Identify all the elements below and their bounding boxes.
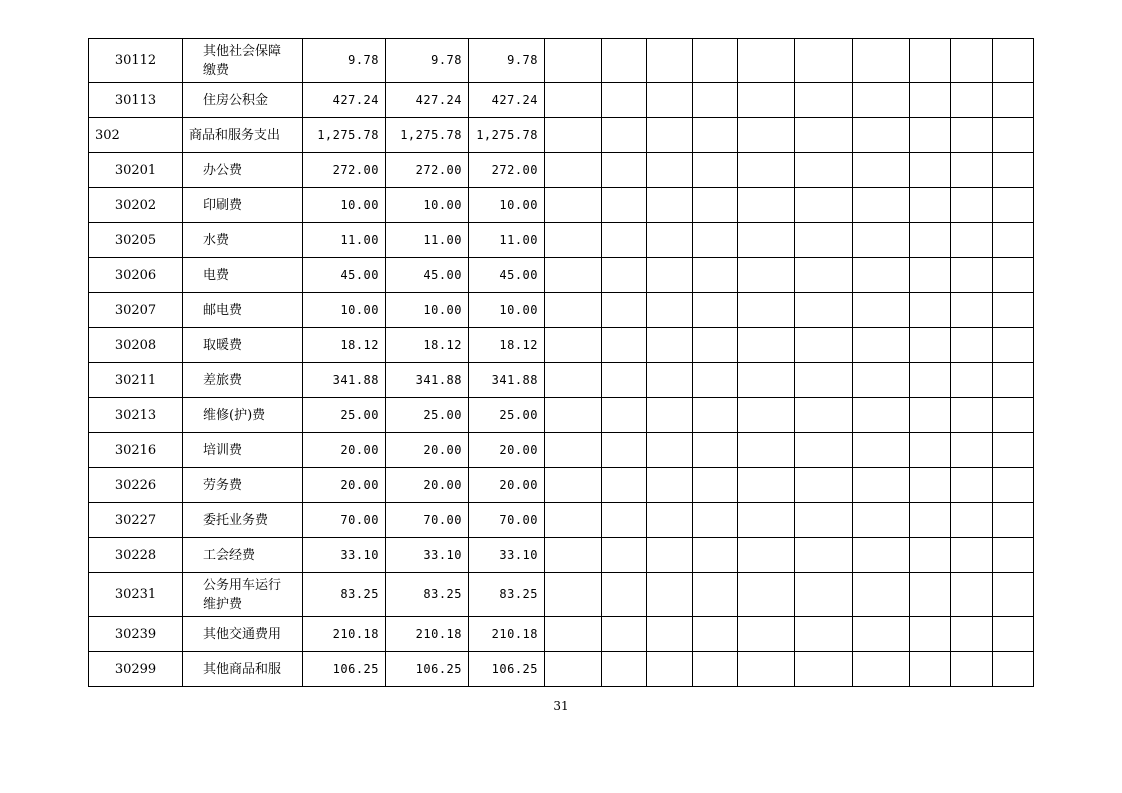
cell-empty	[993, 188, 1034, 223]
cell-empty	[647, 223, 693, 258]
cell-empty	[910, 153, 951, 188]
table-body	[89, 39, 1034, 687]
cell-empty	[545, 223, 602, 258]
cell-empty	[545, 503, 602, 538]
cell-amount: 33.10	[386, 538, 469, 573]
cell-amount: 45.00	[303, 258, 386, 293]
cell-empty	[993, 153, 1034, 188]
cell-empty	[910, 573, 951, 617]
cell-empty	[795, 363, 853, 398]
cell-empty	[951, 39, 993, 83]
cell-empty	[545, 39, 602, 83]
cell-amount: 210.18	[386, 617, 469, 652]
cell-empty	[602, 188, 647, 223]
cell-amount: 10.00	[469, 188, 545, 223]
cell-amount: 9.78	[303, 39, 386, 83]
cell-empty	[795, 223, 853, 258]
cell-code: 30227	[89, 503, 183, 538]
cell-empty	[993, 39, 1034, 83]
cell-empty	[951, 538, 993, 573]
cell-empty	[693, 118, 738, 153]
cell-name: 水费	[183, 223, 303, 258]
cell-name: 商品和服务支出	[183, 118, 303, 153]
cell-empty	[910, 258, 951, 293]
cell-empty	[993, 118, 1034, 153]
cell-name	[183, 573, 303, 617]
cell-name: 工会经费	[183, 538, 303, 573]
cell-amount: 106.25	[386, 652, 469, 687]
cell-empty	[693, 398, 738, 433]
cell-empty	[602, 573, 647, 617]
table-row	[89, 118, 1034, 153]
cell-amount: 83.25	[386, 573, 469, 617]
cell-code: 30216	[89, 433, 183, 468]
cell-empty	[795, 258, 853, 293]
cell-empty	[951, 223, 993, 258]
table-row	[89, 223, 1034, 258]
cell-empty	[795, 538, 853, 573]
cell-empty	[795, 188, 853, 223]
cell-empty	[951, 293, 993, 328]
cell-empty	[910, 39, 951, 83]
cell-empty	[602, 293, 647, 328]
cell-empty	[993, 468, 1034, 503]
cell-empty	[647, 468, 693, 503]
cell-amount: 33.10	[469, 538, 545, 573]
cell-empty	[853, 328, 910, 363]
cell-empty	[795, 503, 853, 538]
cell-name-line: 公务用车运行	[203, 577, 282, 593]
table-row	[89, 617, 1034, 652]
cell-empty	[693, 188, 738, 223]
cell-empty	[951, 328, 993, 363]
cell-empty	[545, 258, 602, 293]
cell-empty	[993, 363, 1034, 398]
cell-amount: 70.00	[386, 503, 469, 538]
table-row	[89, 538, 1034, 573]
table-row	[89, 363, 1034, 398]
cell-empty	[910, 433, 951, 468]
cell-empty	[602, 652, 647, 687]
cell-amount: 1,275.78	[303, 118, 386, 153]
cell-name: 委托业务费	[183, 503, 303, 538]
cell-empty	[853, 573, 910, 617]
cell-empty	[853, 652, 910, 687]
cell-empty	[693, 83, 738, 118]
cell-amount: 11.00	[303, 223, 386, 258]
cell-empty	[602, 258, 647, 293]
cell-name: 办公费	[183, 153, 303, 188]
cell-amount: 272.00	[469, 153, 545, 188]
cell-empty	[602, 118, 647, 153]
cell-empty	[951, 468, 993, 503]
cell-empty	[693, 39, 738, 83]
cell-amount: 272.00	[386, 153, 469, 188]
cell-empty	[951, 188, 993, 223]
table-row	[89, 433, 1034, 468]
cell-empty	[795, 153, 853, 188]
cell-amount: 106.25	[469, 652, 545, 687]
cell-empty	[853, 433, 910, 468]
cell-empty	[910, 468, 951, 503]
cell-empty	[853, 188, 910, 223]
cell-code: 30208	[89, 328, 183, 363]
cell-empty	[910, 223, 951, 258]
cell-empty	[910, 538, 951, 573]
cell-empty	[993, 652, 1034, 687]
cell-empty	[853, 223, 910, 258]
cell-empty	[545, 153, 602, 188]
cell-empty	[853, 503, 910, 538]
cell-name: 电费	[183, 258, 303, 293]
cell-empty	[993, 398, 1034, 433]
cell-empty	[993, 293, 1034, 328]
cell-code: 30206	[89, 258, 183, 293]
cell-empty	[602, 433, 647, 468]
cell-empty	[910, 83, 951, 118]
cell-empty	[602, 363, 647, 398]
cell-empty	[910, 328, 951, 363]
cell-empty	[951, 503, 993, 538]
cell-empty	[910, 652, 951, 687]
cell-amount: 25.00	[469, 398, 545, 433]
cell-code: 30205	[89, 223, 183, 258]
cell-code: 30299	[89, 652, 183, 687]
cell-empty	[910, 617, 951, 652]
cell-name-line: 维护费	[203, 596, 243, 612]
cell-name	[183, 39, 303, 83]
cell-empty	[853, 293, 910, 328]
cell-empty	[738, 223, 795, 258]
table-row	[89, 328, 1034, 363]
cell-amount: 70.00	[469, 503, 545, 538]
cell-empty	[738, 503, 795, 538]
table-row	[89, 398, 1034, 433]
cell-amount: 341.88	[303, 363, 386, 398]
cell-empty	[602, 538, 647, 573]
cell-empty	[910, 398, 951, 433]
cell-code: 30202	[89, 188, 183, 223]
cell-empty	[545, 188, 602, 223]
cell-name: 培训费	[183, 433, 303, 468]
cell-code: 30239	[89, 617, 183, 652]
cell-empty	[545, 398, 602, 433]
cell-amount: 20.00	[386, 468, 469, 503]
cell-empty	[602, 503, 647, 538]
cell-amount: 70.00	[303, 503, 386, 538]
cell-empty	[545, 617, 602, 652]
cell-amount: 45.00	[469, 258, 545, 293]
cell-empty	[545, 83, 602, 118]
cell-amount: 210.18	[303, 617, 386, 652]
cell-empty	[910, 293, 951, 328]
cell-empty	[647, 293, 693, 328]
cell-empty	[545, 433, 602, 468]
cell-code: 30213	[89, 398, 183, 433]
cell-empty	[910, 188, 951, 223]
cell-empty	[545, 293, 602, 328]
cell-name-line: 缴费	[203, 62, 230, 78]
cell-empty	[738, 39, 795, 83]
cell-empty	[602, 468, 647, 503]
cell-name: 差旅费	[183, 363, 303, 398]
cell-empty	[951, 118, 993, 153]
cell-empty	[602, 153, 647, 188]
cell-empty	[853, 538, 910, 573]
cell-empty	[602, 328, 647, 363]
cell-code: 30112	[89, 39, 183, 83]
cell-empty	[647, 83, 693, 118]
cell-empty	[738, 652, 795, 687]
cell-empty	[853, 617, 910, 652]
cell-amount: 25.00	[303, 398, 386, 433]
cell-empty	[647, 617, 693, 652]
cell-amount: 427.24	[386, 83, 469, 118]
cell-empty	[853, 118, 910, 153]
cell-empty	[795, 293, 853, 328]
cell-empty	[853, 153, 910, 188]
table-row	[89, 258, 1034, 293]
cell-empty	[738, 153, 795, 188]
cell-name-line: 其他社会保障	[203, 43, 282, 59]
cell-empty	[993, 617, 1034, 652]
cell-empty	[993, 258, 1034, 293]
cell-empty	[647, 433, 693, 468]
cell-empty	[602, 83, 647, 118]
cell-empty	[910, 118, 951, 153]
cell-empty	[647, 398, 693, 433]
cell-empty	[693, 153, 738, 188]
cell-empty	[795, 83, 853, 118]
cell-empty	[951, 363, 993, 398]
table-row	[89, 573, 1034, 617]
cell-empty	[738, 468, 795, 503]
cell-empty	[738, 538, 795, 573]
cell-amount: 33.10	[303, 538, 386, 573]
table-row	[89, 652, 1034, 687]
cell-code: 30201	[89, 153, 183, 188]
cell-empty	[738, 188, 795, 223]
cell-amount: 341.88	[469, 363, 545, 398]
cell-amount: 20.00	[303, 433, 386, 468]
cell-empty	[993, 573, 1034, 617]
cell-empty	[738, 293, 795, 328]
cell-empty	[545, 573, 602, 617]
cell-name: 维修(护)费	[183, 398, 303, 433]
cell-empty	[693, 293, 738, 328]
cell-amount: 427.24	[469, 83, 545, 118]
cell-amount: 45.00	[386, 258, 469, 293]
cell-code: 30211	[89, 363, 183, 398]
table-row	[89, 468, 1034, 503]
cell-amount: 83.25	[469, 573, 545, 617]
cell-empty	[795, 433, 853, 468]
cell-empty	[647, 258, 693, 293]
cell-empty	[602, 39, 647, 83]
cell-empty	[910, 503, 951, 538]
cell-code: 302	[89, 118, 183, 153]
cell-amount: 18.12	[469, 328, 545, 363]
cell-code: 30231	[89, 573, 183, 617]
cell-empty	[993, 433, 1034, 468]
cell-empty	[951, 652, 993, 687]
cell-empty	[647, 538, 693, 573]
cell-empty	[647, 503, 693, 538]
cell-name: 住房公积金	[183, 83, 303, 118]
cell-amount: 10.00	[386, 293, 469, 328]
cell-empty	[993, 328, 1034, 363]
cell-empty	[795, 652, 853, 687]
cell-empty	[738, 573, 795, 617]
cell-empty	[602, 223, 647, 258]
cell-amount: 20.00	[386, 433, 469, 468]
cell-empty	[647, 328, 693, 363]
cell-empty	[738, 363, 795, 398]
cell-empty	[795, 118, 853, 153]
cell-amount: 210.18	[469, 617, 545, 652]
cell-amount: 427.24	[303, 83, 386, 118]
cell-empty	[795, 617, 853, 652]
cell-code: 30228	[89, 538, 183, 573]
cell-empty	[647, 363, 693, 398]
table-row	[89, 188, 1034, 223]
cell-empty	[693, 503, 738, 538]
cell-amount: 25.00	[386, 398, 469, 433]
cell-empty	[853, 468, 910, 503]
cell-amount: 20.00	[469, 468, 545, 503]
cell-empty	[951, 153, 993, 188]
cell-empty	[853, 39, 910, 83]
cell-empty	[693, 433, 738, 468]
cell-empty	[951, 258, 993, 293]
cell-name: 其他商品和服	[183, 652, 303, 687]
cell-empty	[647, 39, 693, 83]
table-row	[89, 293, 1034, 328]
cell-name: 印刷费	[183, 188, 303, 223]
cell-empty	[853, 258, 910, 293]
cell-empty	[795, 468, 853, 503]
cell-empty	[738, 398, 795, 433]
cell-amount: 11.00	[386, 223, 469, 258]
cell-empty	[993, 538, 1034, 573]
cell-amount: 18.12	[303, 328, 386, 363]
cell-empty	[647, 188, 693, 223]
cell-empty	[951, 617, 993, 652]
cell-empty	[795, 328, 853, 363]
table-row	[89, 503, 1034, 538]
cell-empty	[795, 573, 853, 617]
cell-empty	[738, 83, 795, 118]
cell-code: 30207	[89, 293, 183, 328]
cell-empty	[602, 398, 647, 433]
cell-amount: 11.00	[469, 223, 545, 258]
cell-name: 取暖费	[183, 328, 303, 363]
cell-amount: 10.00	[386, 188, 469, 223]
cell-empty	[738, 433, 795, 468]
cell-amount: 1,275.78	[386, 118, 469, 153]
cell-empty	[602, 617, 647, 652]
cell-amount: 18.12	[386, 328, 469, 363]
budget-table	[88, 38, 1034, 687]
cell-empty	[853, 398, 910, 433]
cell-code: 30113	[89, 83, 183, 118]
cell-empty	[951, 83, 993, 118]
cell-empty	[545, 118, 602, 153]
cell-empty	[795, 398, 853, 433]
cell-empty	[951, 433, 993, 468]
table-row	[89, 39, 1034, 83]
cell-empty	[545, 468, 602, 503]
cell-empty	[853, 83, 910, 118]
cell-amount: 9.78	[386, 39, 469, 83]
table-row	[89, 153, 1034, 188]
page-number: 31	[553, 699, 569, 713]
cell-empty	[738, 328, 795, 363]
cell-empty	[853, 363, 910, 398]
cell-empty	[738, 617, 795, 652]
cell-amount: 341.88	[386, 363, 469, 398]
cell-empty	[647, 153, 693, 188]
cell-amount: 20.00	[303, 468, 386, 503]
cell-amount: 1,275.78	[469, 118, 545, 153]
cell-empty	[993, 223, 1034, 258]
table-row	[89, 83, 1034, 118]
cell-empty	[693, 573, 738, 617]
cell-empty	[693, 258, 738, 293]
cell-code: 30226	[89, 468, 183, 503]
cell-amount: 9.78	[469, 39, 545, 83]
cell-empty	[693, 363, 738, 398]
cell-empty	[795, 39, 853, 83]
cell-amount: 10.00	[303, 293, 386, 328]
cell-empty	[993, 83, 1034, 118]
cell-empty	[693, 223, 738, 258]
cell-empty	[738, 258, 795, 293]
cell-empty	[693, 468, 738, 503]
cell-name: 邮电费	[183, 293, 303, 328]
cell-empty	[545, 652, 602, 687]
cell-empty	[993, 503, 1034, 538]
cell-empty	[545, 328, 602, 363]
cell-empty	[951, 398, 993, 433]
cell-amount: 106.25	[303, 652, 386, 687]
cell-empty	[951, 573, 993, 617]
cell-empty	[647, 118, 693, 153]
cell-empty	[910, 363, 951, 398]
cell-name: 劳务费	[183, 468, 303, 503]
cell-empty	[545, 363, 602, 398]
cell-amount: 20.00	[469, 433, 545, 468]
cell-empty	[647, 573, 693, 617]
cell-empty	[693, 328, 738, 363]
cell-amount: 10.00	[303, 188, 386, 223]
cell-amount: 83.25	[303, 573, 386, 617]
cell-empty	[738, 118, 795, 153]
cell-empty	[693, 617, 738, 652]
cell-name: 其他交通费用	[183, 617, 303, 652]
cell-amount: 10.00	[469, 293, 545, 328]
cell-amount: 272.00	[303, 153, 386, 188]
cell-empty	[647, 652, 693, 687]
cell-empty	[545, 538, 602, 573]
cell-empty	[693, 652, 738, 687]
cell-empty	[693, 538, 738, 573]
